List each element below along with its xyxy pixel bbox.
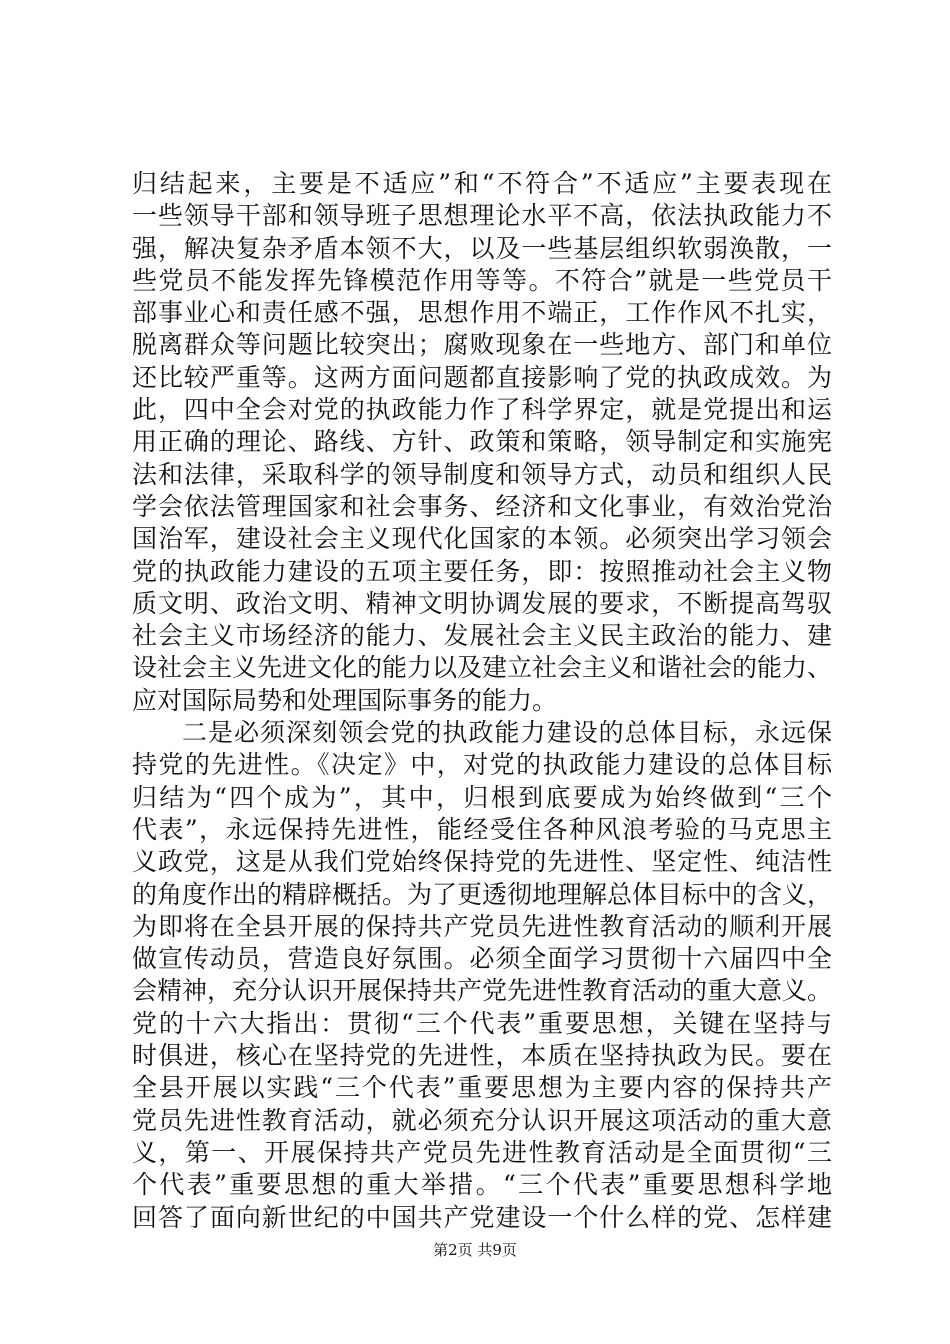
paragraph-last-line: 应对国际局势和处理国际事务的能力。 [132, 685, 558, 715]
text-line: 个代表”重要思想的重大举措。“三个代表”重要思想科学地 [132, 1170, 832, 1200]
text-line: 归结起来，主要是不适应”和“不符合”不适应”主要表现在 [132, 169, 832, 198]
text-line: 做宣传动员，营造良好氛围。必须全面学习贯彻十六届四中全 [132, 944, 832, 974]
text-line: 一些领导干部和领导班子思想理论水平不高，依法执政能力不 [132, 201, 832, 231]
text-line: 部事业心和责任感不强，思想作用不端正，工作作风不扎实， [132, 298, 832, 328]
text-line: 脱离群众等问题比较突出；腐败现象在一些地方、部门和单位 [132, 330, 832, 360]
text-line: 为即将在全县开展的保持共产党员先进性教育活动的顺利开展 [132, 911, 832, 941]
text-line: 党的执政能力建设的五项主要任务，即：按照推动社会主义物 [132, 556, 832, 586]
text-line: 代表”，永远保持先进性，能经受住各种风浪考验的马克思主 [132, 814, 832, 844]
page-number: 第2页 共9页 [433, 1241, 517, 1259]
text-line: 党员先进性教育活动，就必须充分认识开展这项活动的重大意 [132, 1105, 832, 1135]
text-line: 还比较严重等。这两方面问题都直接影响了党的执政成效。为 [132, 362, 832, 392]
text-line: 质文明、政治文明、精神文明协调发展的要求，不断提高驾驭 [132, 588, 832, 618]
document-body [132, 168, 832, 1234]
text-line: 国治军，建设社会主义现代化国家的本领。必须突出学习领会 [132, 524, 832, 554]
text-line: 全县开展以实践“三个代表”重要思想为主要内容的保持共产 [132, 1073, 832, 1103]
text-line: 持党的先进性。《决定》中，对党的执政能力建设的总体目标 [132, 750, 832, 780]
text-line: 时俱进，核心在坚持党的先进性，本质在坚持执政为民。要在 [132, 1041, 832, 1071]
text-line: 义，第一、开展保持共产党员先进性教育活动是全面贯彻“三 [132, 1137, 832, 1167]
text-line: 党的十六大指出：贯彻“三个代表”重要思想，关键在坚持与 [132, 1008, 832, 1038]
text-line: 义政党，这是从我们党始终保持党的先进性、坚定性、纯洁性 [132, 847, 832, 877]
page-footer [0, 1240, 950, 1260]
text-line: 社会主义市场经济的能力、发展社会主义民主政治的能力、建 [132, 621, 832, 651]
text-line: 回答了面向新世纪的中国共产党建设一个什么样的党、怎样建 [132, 1202, 832, 1232]
text-line: 用正确的理论、路线、方针、政策和策略，领导制定和实施宪 [132, 427, 832, 457]
text-line: 的角度作出的精辟概括。为了更透彻地理解总体目标中的含义， [132, 879, 833, 909]
text-line: 强，解决复杂矛盾本领不大，以及一些基层组织软弱涣散，一 [132, 233, 832, 263]
text-line: 些党员不能发挥先锋模范作用等等。不符合”就是一些党员干 [132, 265, 832, 295]
text-line: 学会依法管理国家和社会事务、经济和文化事业，有效治党治 [132, 491, 832, 521]
paragraph-first-line: 二是必须深刻领会党的执政能力建设的总体目标，永远保 [182, 718, 832, 748]
text-line: 法和法律，采取科学的领导制度和领导方式，动员和组织人民 [132, 459, 832, 489]
text-line: 归结为“四个成为”，其中，归根到底要成为始终做到“三个 [132, 782, 832, 812]
text-line: 会精神，充分认识开展保持共产党先进性教育活动的重大意义。 [132, 976, 833, 1006]
text-line: 此，四中全会对党的执政能力作了科学界定，就是党提出和运 [132, 395, 832, 425]
text-line: 设社会主义先进文化的能力以及建立社会主义和谐社会的能力、 [132, 653, 833, 683]
